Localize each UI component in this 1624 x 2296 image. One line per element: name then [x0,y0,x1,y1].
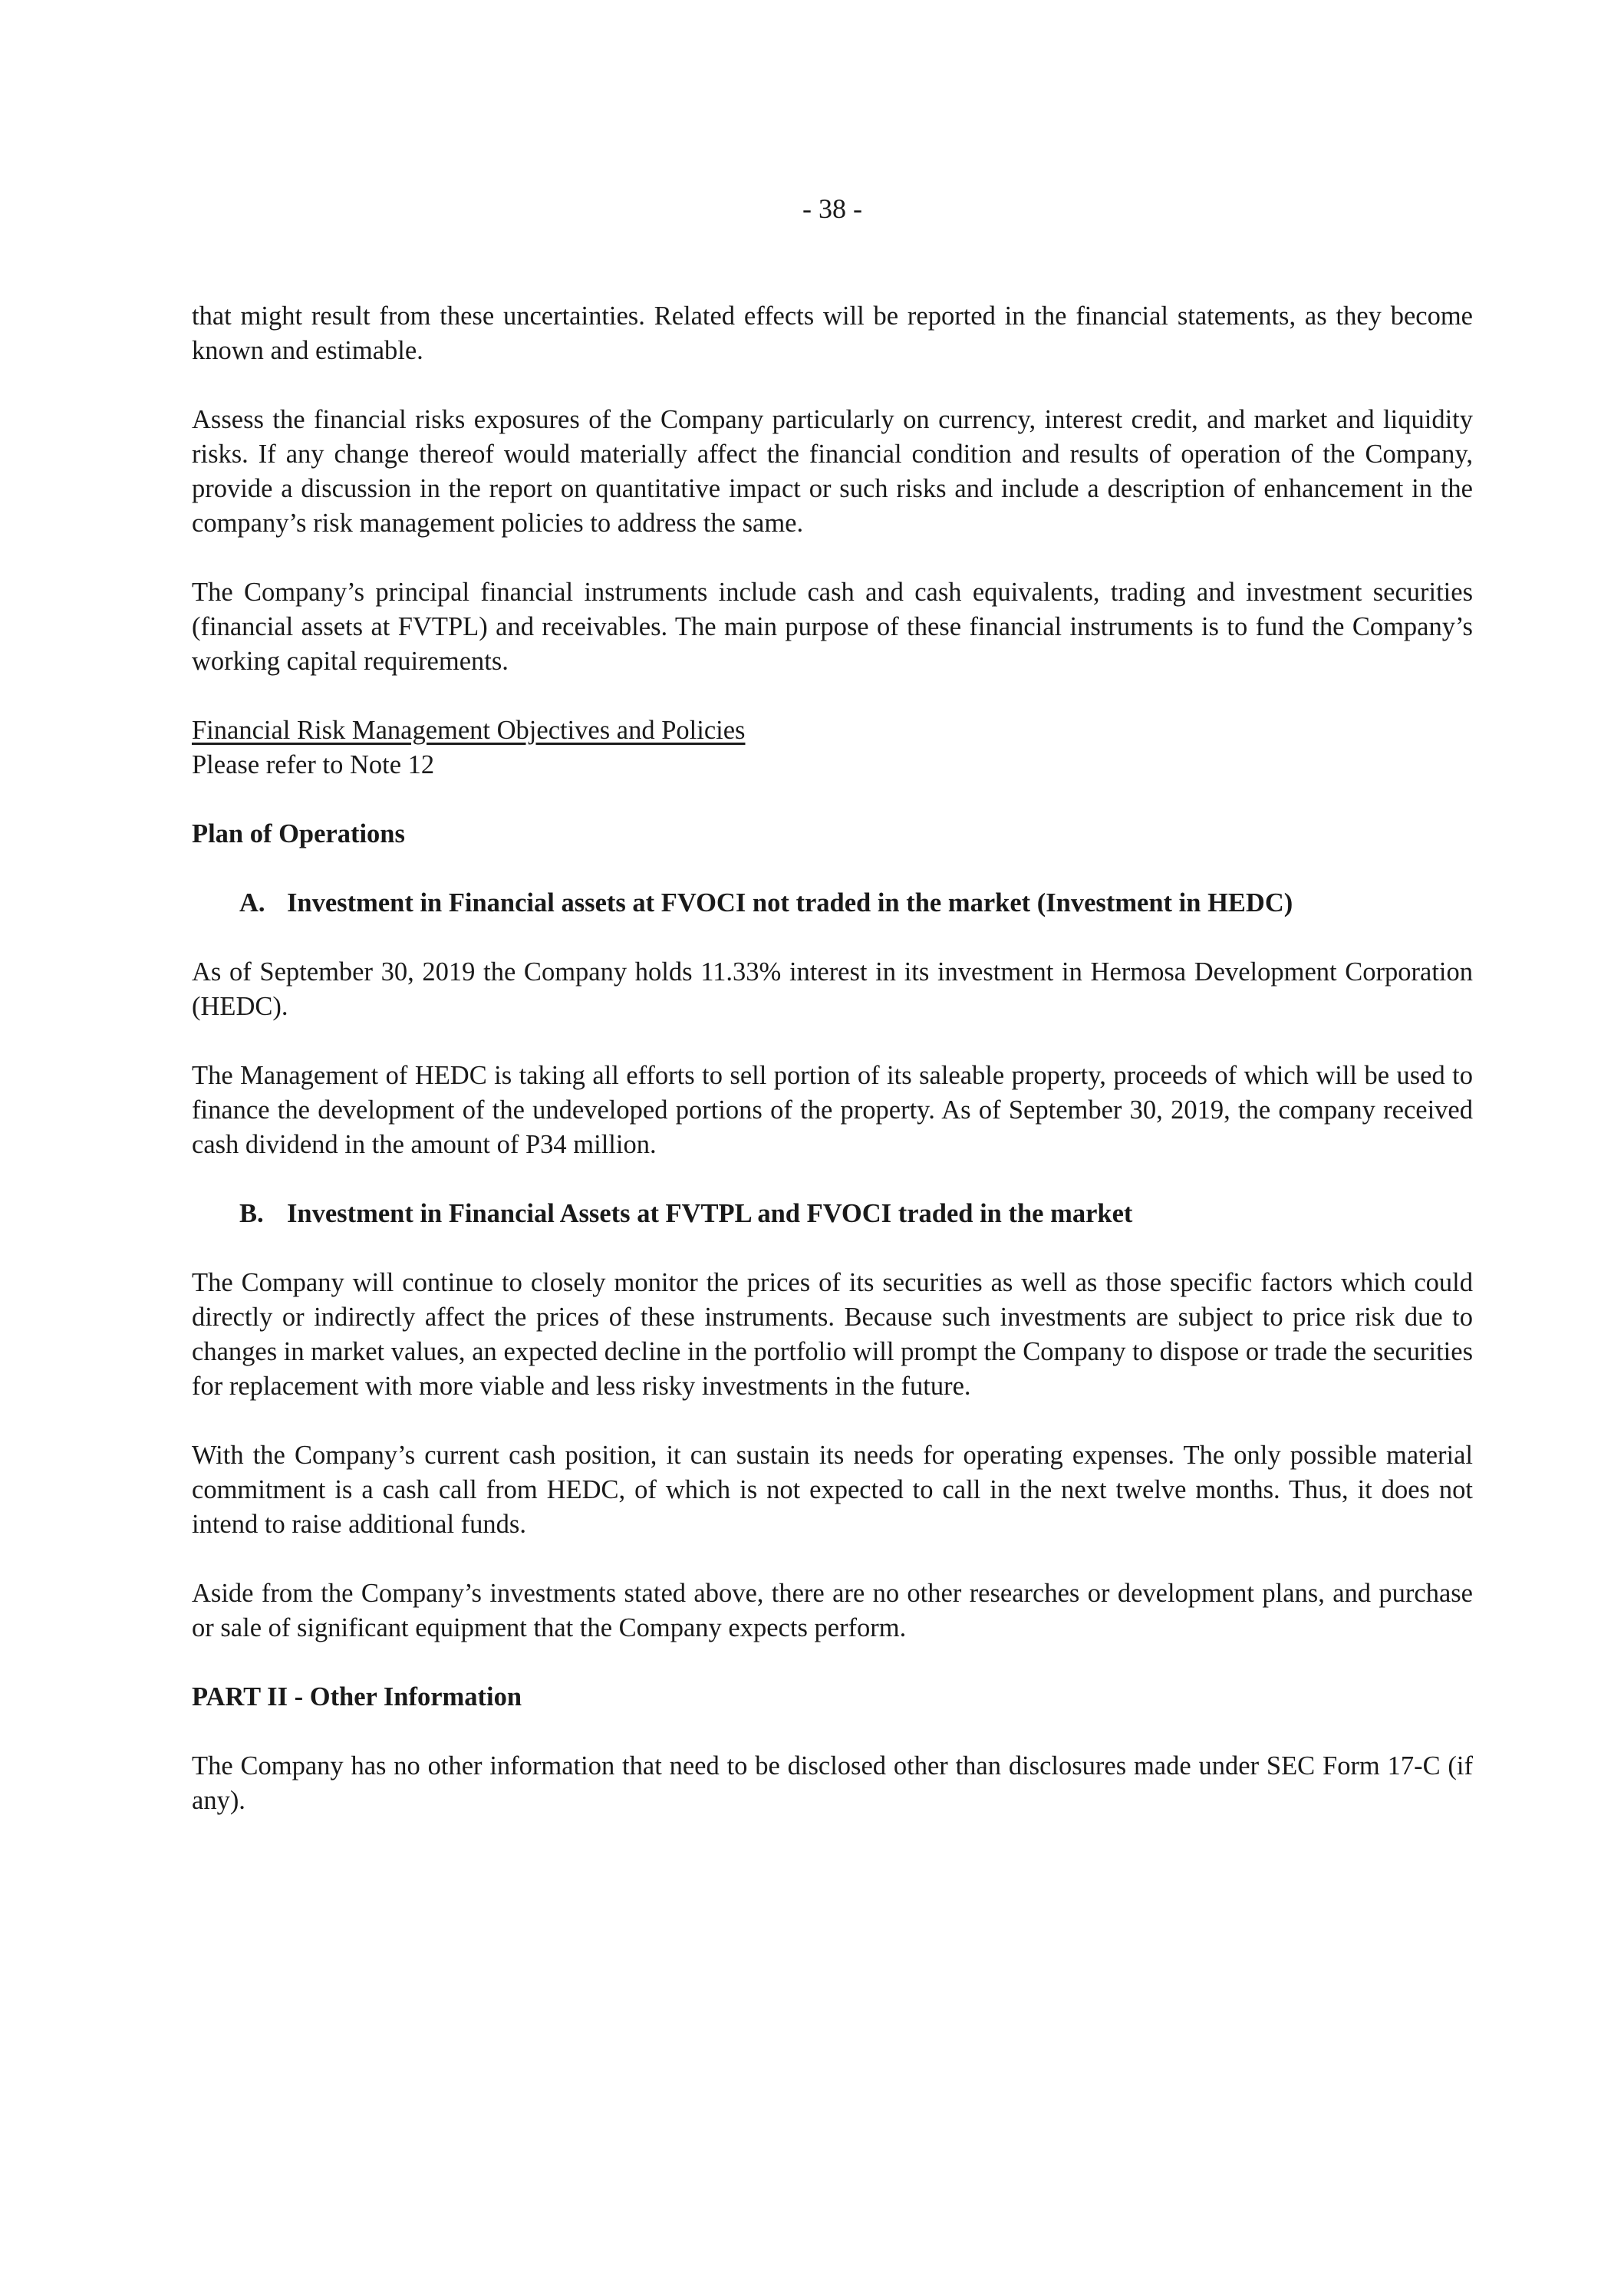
section-b-marker: B. [239,1199,264,1228]
paragraph-hedc-interest: As of September 30, 2019 the Company holds 11.33% interest in its investment in Hermosa Development Corporation (HEDC). [192,957,1473,1021]
paragraph-uncertainties: that might result from these uncertainties. Related effects will be reported in the financial statements, as they become known and estimable. [192,301,1473,365]
risk-management-title [192,713,1473,748]
document-body [192,299,1473,1853]
paragraph-risk-exposure: Assess the financial risks exposures of the Company particularly on currency, interest credit, and market and liquidity risks. If any change thereof would materially affect the financial condition and results of operation of the Company, provide a discussion in the report on quantitative impact or such risks and include a description of enhancement in the company’s risk management policies to address the same. [192,405,1473,538]
section-a-heading [192,886,1473,921]
paragraph-cash-position: With the Company’s current cash position, it can sustain its needs for operating expenses. The only possible material commitment is a cash call from HEDC, of which is not expected to call in the next twelve months. Thus, it does not intend to raise additional funds. [192,1441,1473,1539]
risk-management-title-text: Financial Risk Management Objectives and Policies [192,716,746,745]
plan-of-operations-heading: Plan of Operations [192,819,405,848]
paragraph-monitor-prices: The Company will continue to closely monitor the prices of its securities as well as those specific factors which could directly or indirectly affect the prices of these instruments. Because such investments are subject to price risk due to changes in market values, an expected decline in the portfolio will prompt the Company to dispose or trade the securities for replacement with more viable and less risky investments in the future. [192,1268,1473,1401]
paragraph-financial-instruments: The Company’s principal financial instruments include cash and cash equivalents, trading and investment securities (financial assets at FVTPL) and receivables. The main purpose of these financial instruments is to fund the Company’s working capital requirements. [192,578,1473,676]
section-b-title: Investment in Financial Assets at FVTPL and FVOCI traded in the market [287,1199,1133,1228]
paragraph-other-information: The Company has no other information that need to be disclosed other than disclosures made under SEC Form 17-C (if any). [192,1751,1473,1815]
section-b-heading [192,1197,1473,1231]
paragraph-other-plans: Aside from the Company’s investments stated above, there are no other researches or development plans, and purchase or sale of significant equipment that the Company expects perform. [192,1579,1473,1642]
section-a-title: Investment in Financial assets at FVOCI not traded in the market (Investment in HEDC) [287,888,1293,917]
part-two-heading: PART II - Other Information [192,1682,522,1711]
risk-management-reference: Please refer to Note 12 [192,750,435,779]
section-a-marker: A. [239,888,265,917]
paragraph-hedc-management: The Management of HEDC is taking all efforts to sell portion of its saleable property, proceeds of which will be used to finance the development of the undeveloped portions of the property. As of September 30, 2019, the company received cash dividend in the amount of P34 million. [192,1061,1473,1159]
page-number: - 38 - [802,193,862,224]
